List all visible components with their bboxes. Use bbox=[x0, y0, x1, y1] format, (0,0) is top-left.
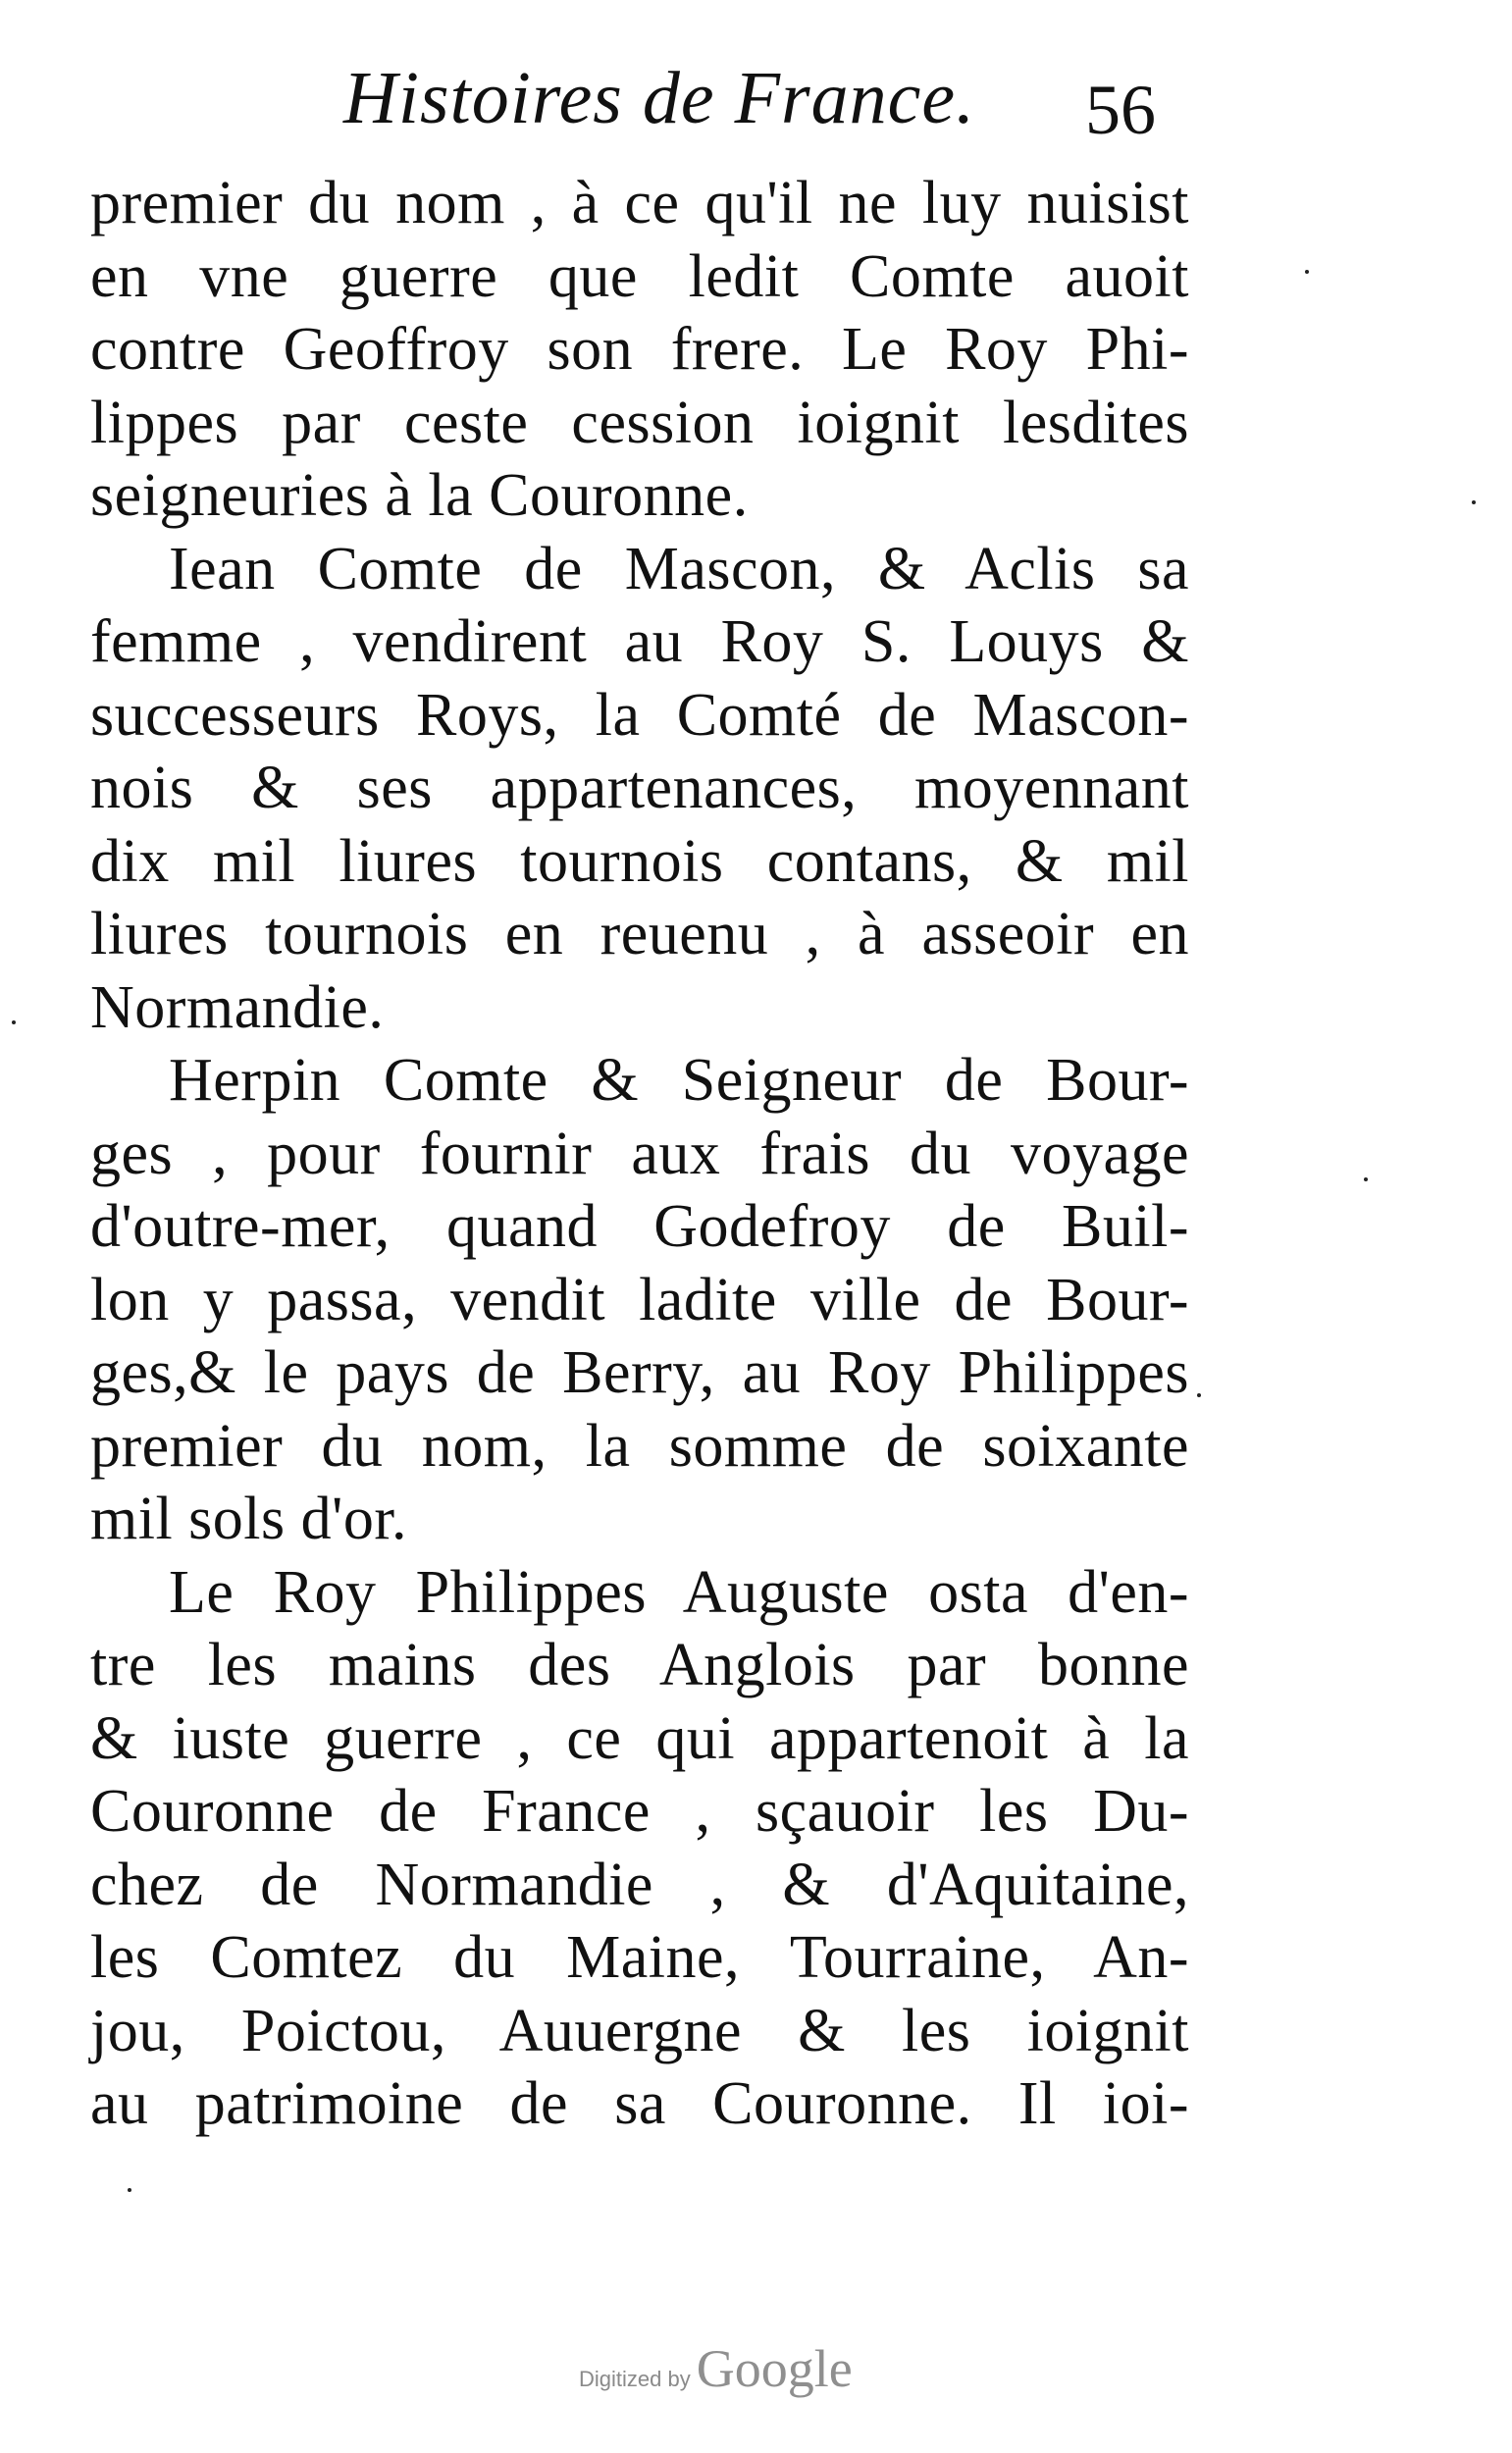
text-line: femme , vendirent au Roy S. Louys & bbox=[90, 608, 1189, 675]
text-line: ges , pour fournir aux frais du voyage bbox=[90, 1120, 1189, 1187]
text-line: premier du nom , à ce qu'il ne luy nuisist bbox=[90, 170, 1189, 236]
text-line: mil sols d'or. bbox=[90, 1486, 408, 1552]
text-line: lippes par ceste cession ioignit lesdites bbox=[90, 389, 1189, 456]
scan-speck bbox=[1305, 270, 1309, 274]
text-line: chez de Normandie , & d'Aquitaine, bbox=[90, 1851, 1189, 1918]
text-line: les Comtez du Maine, Tourraine, An- bbox=[90, 1924, 1189, 1991]
scan-speck bbox=[128, 2188, 131, 2192]
text-line: au patrimoine de sa Couronne. Il ioi- bbox=[90, 2070, 1189, 2137]
text-line: nois & ses appartenances, moyennant bbox=[90, 755, 1189, 821]
body-text bbox=[90, 167, 1189, 2141]
scan-speck bbox=[12, 1020, 16, 1024]
text-line: tre les mains des Anglois par bonne bbox=[90, 1632, 1189, 1698]
google-wordmark: Google bbox=[696, 2339, 853, 2398]
text-line: dix mil liures tournois contans, & mil bbox=[90, 827, 1189, 895]
text-line: liures tournois en reuenu , à asseoir en bbox=[90, 901, 1189, 967]
scan-speck bbox=[1472, 500, 1476, 504]
text-line: contre Geoffroy son frere. Le Roy Phi- bbox=[90, 316, 1189, 383]
paragraph-start-line: Le Roy Philippes Auguste osta d'en- bbox=[169, 1558, 1189, 1626]
page-number: 56 bbox=[1085, 71, 1156, 149]
digitized-by-label: Digitized by bbox=[579, 2367, 691, 2391]
text-line: Normandie. bbox=[90, 973, 385, 1041]
digitization-watermark bbox=[579, 2338, 853, 2399]
text-line: Couronne de France , sçauoir les Du- bbox=[90, 1778, 1189, 1845]
running-title: Histoires de France. bbox=[343, 57, 976, 139]
text-line: jou, Poictou, Auuergne & les ioignit bbox=[90, 1997, 1189, 2064]
text-line: successeurs Roys, la Comté de Mascon- bbox=[90, 681, 1189, 749]
text-line: & iuste guerre , ce qui appartenoit à la bbox=[90, 1704, 1189, 1772]
paragraph-start-line: Herpin Comte & Seigneur de Bour- bbox=[169, 1047, 1189, 1114]
scan-speck bbox=[1197, 1393, 1201, 1397]
scan-speck bbox=[1364, 1177, 1368, 1181]
text-line: d'outre-mer, quand Godefroy de Buil- bbox=[90, 1193, 1189, 1260]
paragraph-start-line: Iean Comte de Mascon, & Aclis sa bbox=[169, 535, 1189, 602]
text-line: ges,& le pays de Berry, au Roy Philippes bbox=[90, 1339, 1189, 1406]
text-line: en vne guerre que ledit Comte auoit bbox=[90, 242, 1189, 310]
text-line: lon y passa, vendit ladite ville de Bour- bbox=[90, 1266, 1189, 1333]
text-line: premier du nom, la somme de soixante bbox=[90, 1412, 1189, 1480]
text-line: seigneuries à la Couronne. bbox=[90, 462, 749, 529]
